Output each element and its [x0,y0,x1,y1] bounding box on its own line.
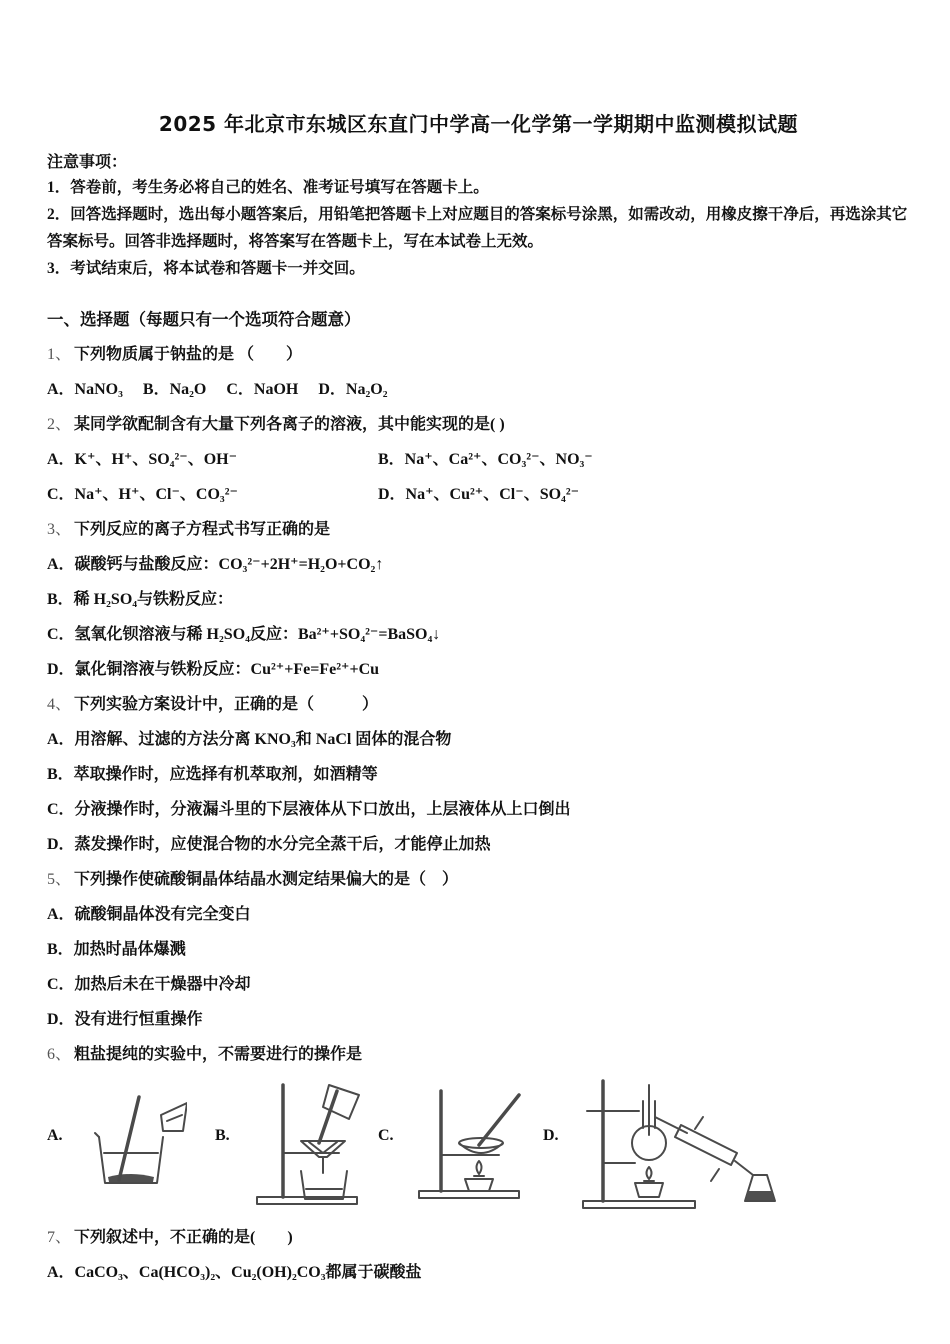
question-4-option-a: A．用溶解、过滤的方法分离 KNO₃和 NaCl 固体的混合物 [47,731,452,748]
question-2-option-d: D．Na⁺、Cu²⁺、Cl⁻、SO₄²⁻ [378,486,580,503]
question-2-option-b: B．Na⁺、Ca²⁺、CO₃²⁻、NO₃⁻ [378,451,593,468]
notice-section [47,149,910,282]
question-3-option-c: C．氢氧化钡溶液与稀 H₂SO₄反应：Ba²⁺+SO₄²⁻=BaSO₄↓ [47,626,441,643]
distillation-setup-figure-icon [577,1075,781,1211]
notice-item-3: 3．考试结束后，将本试卷和答题卡一并交回。 [47,260,365,277]
question-2-number: 2、 [47,416,72,433]
notice-heading: 注意事项： [47,154,128,171]
figure-b-label: B. [215,1127,230,1144]
question-6-figures [47,1075,910,1209]
question-2-stem [47,414,910,435]
question-2-option-a: A．K⁺、H⁺、SO₄²⁻、OH⁻ [47,451,238,468]
question-6-text: 粗盐提纯的实验中，不需要进行的操作是 [74,1046,363,1063]
question-3-stem [47,519,910,540]
question-4-option-d: D．蒸发操作时，应使混合物的水分完全蒸干后，才能停止加热 [47,836,491,853]
question-6-number: 6、 [47,1046,72,1063]
figure-d-label: D. [543,1127,559,1144]
question-5-stem [47,869,910,890]
question-2-option-c: C．Na⁺、H⁺、Cl⁻、CO₃²⁻ [47,486,238,503]
question-3-text: 下列反应的离子方程式书写正确的是 [74,521,331,538]
notice-item-2: 2．回答选择题时，选出每小题答案后，用铅笔把答题卡上对应题目的答案标号涂黑，如需改动，用橡皮擦干净后，再选涂其它答案标号。回答非选择题时，将答案写在答题卡上，写在本试卷上无效。 [47,206,908,250]
question-7-text: 下列叙述中，不正确的是( ) [74,1229,293,1246]
question-5-text: 下列操作使硫酸铜晶体结晶水测定结果偏大的是（ ） [74,871,459,888]
question-5-option-a: A．硫酸铜晶体没有完全变白 [47,906,251,923]
question-4-option-b: B．萃取操作时，应选择有机萃取剂，如酒精等 [47,766,378,783]
question-2-text: 某同学欲配制含有大量下列各离子的溶液，其中能实现的是( ) [74,416,505,433]
dissolving-beaker-figure-icon [75,1091,187,1191]
question-7-option-a: A．CaCO₃、Ca(HCO₃)₂、Cu₂(OH)₂CO₃都属于碳酸盐 [47,1264,422,1281]
question-4-stem [47,694,910,715]
evaporation-setup-figure-icon [409,1081,525,1201]
page-title: 2025 年北京市东城区东直门中学高一化学第一学期期中监测模拟试题 [158,112,799,136]
question-2-options [47,435,910,505]
notice-item-1: 1．答卷前，考生务必将自己的姓名、准考证号填写在答题卡上。 [47,179,489,196]
question-5-option-b: B．加热时晶体爆溅 [47,941,186,958]
filtration-setup-figure-icon [245,1077,365,1207]
question-6-stem [47,1044,910,1065]
question-1-text: 下列物质属于钠盐的是 （ ） [74,346,303,363]
question-3-option-d: D．氯化铜溶液与铁粉反应：Cu²⁺+Fe=Fe²⁺+Cu [47,661,380,678]
question-7-number: 7、 [47,1229,72,1246]
figure-a-label: A. [47,1127,63,1144]
question-3-number: 3、 [47,521,72,538]
question-4-option-c: C．分液操作时，分液漏斗里的下层液体从下口放出，上层液体从上口倒出 [47,801,571,818]
question-7-stem [47,1227,910,1248]
question-5-number: 5、 [47,871,72,888]
section-heading: 一、选择题（每题只有一个选项符合题意） [47,310,361,329]
question-1-number: 1、 [47,346,72,363]
question-3-option-b: B．稀 H₂SO₄与铁粉反应： [47,591,234,608]
question-1-options: A．NaNO₃ B．Na₂O C．NaOH D．Na₂O₂ [47,381,388,398]
question-5-option-c: C．加热后未在干燥器中冷却 [47,976,251,993]
figure-c-label: C. [378,1127,394,1144]
question-4-text: 下列实验方案设计中，正确的是（ ） [74,696,379,713]
question-1-stem [47,344,910,365]
question-3-option-a: A．碳酸钙与盐酸反应：CO₃²⁻+2H⁺=H₂O+CO₂↑ [47,556,384,573]
question-4-number: 4、 [47,696,72,713]
question-5-option-d: D．没有进行恒重操作 [47,1011,203,1028]
